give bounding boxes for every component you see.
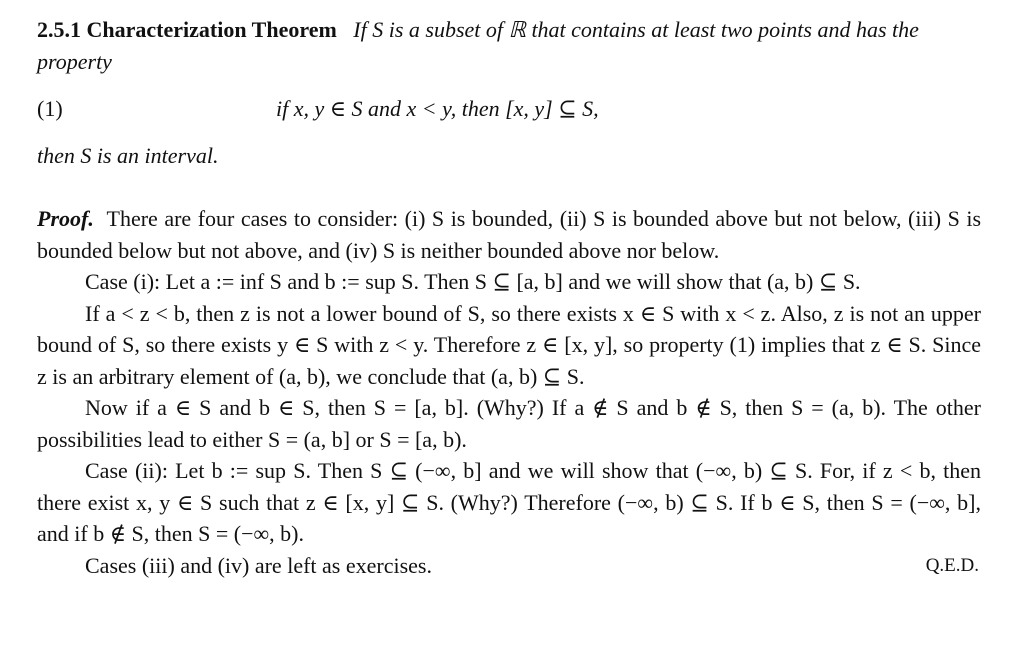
proof-intro-text: There are four cases to consider: (i) S is bounded, (ii) S is bounded above but not below, (iii) S is bounded below but not above, and (iv) S is neither bounded above nor below.	[37, 206, 982, 263]
displayed-equation	[37, 93, 981, 125]
proof-label: Proof.	[37, 206, 94, 231]
remaining-cases-text: Cases (iii) and (iv) are left as exercises.	[85, 552, 432, 578]
theorem-heading: 2.5.1 Characterization Theorem	[37, 17, 337, 42]
qed-mark: Q.E.D.	[925, 554, 979, 576]
case-2-paragraph: Case (ii): Let b := sup S. Then S ⊆ (−∞, b] and we will show that (−∞, b) ⊆ S. For, if z < b, then there exist x, y ∈ S such that z ∈ [x, y] ⊆ S. (Why?) Therefore (−∞, b) ⊆ S. If b ∈ S, then S = (−∞, b], and if b ∉ S, then S = (−∞, b).	[37, 458, 981, 546]
equation-body: if x, y ∈ S and x < y, then [x, y] ⊆ S,	[276, 96, 599, 121]
theorem-statement	[37, 14, 981, 77]
equation-number: (1)	[37, 96, 63, 121]
theorem-statement-end: then S is an interval.	[37, 143, 219, 168]
proof-intro-paragraph	[37, 203, 981, 266]
case-1-conclusion-paragraph: Now if a ∈ S and b ∈ S, then S = [a, b]. (Why?) If a ∉ S and b ∉ S, then S = (a, b). The other possibilities lead to either S = (a, b] or S = [a, b).	[37, 395, 981, 452]
theorem-statement-start: If S is a subset of ℝ that contains at least two points and has the property	[37, 17, 919, 74]
case-1-argument-paragraph: If a < z < b, then z is not a lower bound of S, so there exists x ∈ S with x < z. Also, z is not an upper bound of S, so there exists y ∈ S with z < y. Therefore z ∈ [x, y], so property (1) implies that z ∈ S. Since z is an arbitrary element of (a, b), we conclude that (a, b) ⊆ S.	[37, 300, 981, 389]
proof-closing-line	[37, 550, 981, 582]
proof	[37, 203, 981, 581]
case-1-paragraph: Case (i): Let a := inf S and b := sup S. Then S ⊆ [a, b] and we will show that (a, b) ⊆ S.	[85, 269, 861, 294]
